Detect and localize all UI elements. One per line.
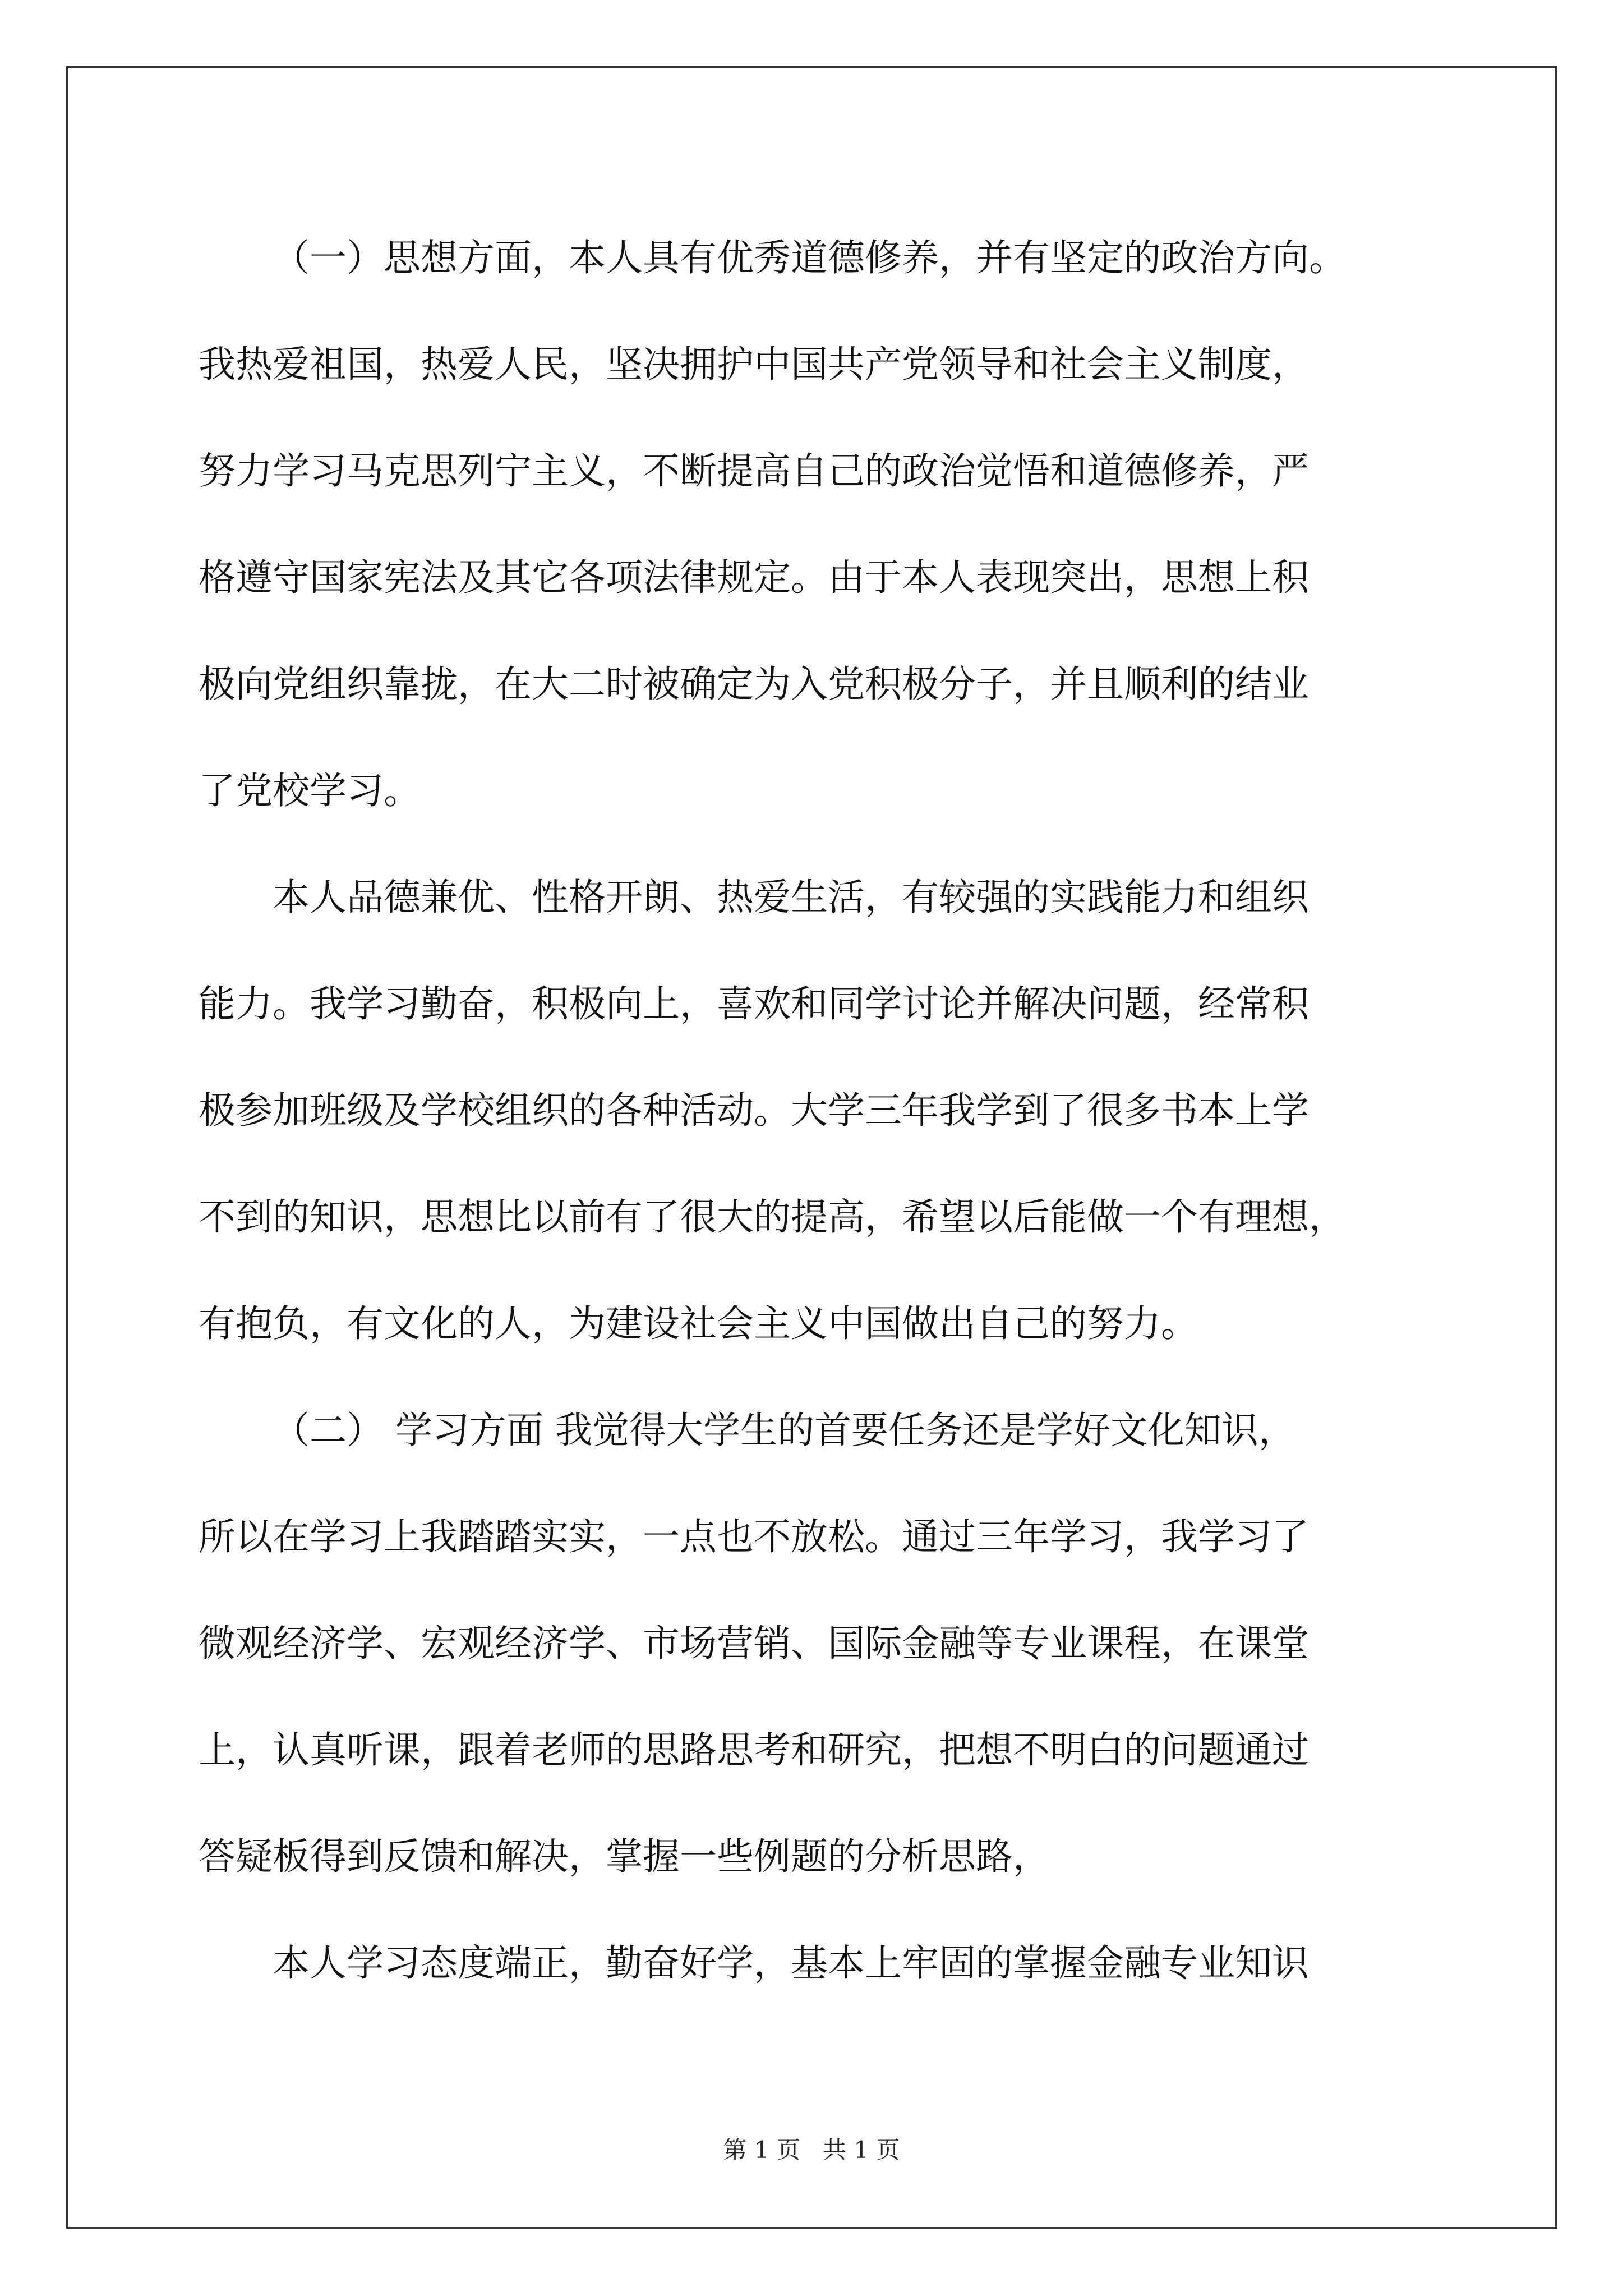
text-line: 极参加班级及学校组织的各种活动。大学三年我学到了很多书本上学: [199, 1089, 1309, 1132]
text-line: 有抱负，有文化的人，为建设社会主义中国做出自己的努力。: [199, 1302, 1198, 1345]
text-line: （一）思想方面，本人具有优秀道德修养，并有坚定的政治方向。: [273, 236, 1346, 279]
text-line: 本人学习态度端正，勤奋好学，基本上牢固的掌握金融专业知识: [273, 1941, 1309, 1985]
text-line: 不到的知识，思想比以前有了很大的提高，希望以后能做一个有理想，: [199, 1195, 1346, 1239]
text-line: 格遵守国家宪法及其它各项法律规定。由于本人表现突出，思想上积: [199, 556, 1309, 599]
text-line: 答疑板得到反馈和解决，掌握一些例题的分析思路，: [199, 1835, 1050, 1878]
text-line: 我热爱祖国，热爱人民，坚决拥护中国共产党领导和社会主义制度，: [199, 343, 1309, 386]
text-line: 能力。我学习勤奋，积极向上，喜欢和同学讨论并解决问题，经常积: [199, 982, 1309, 1025]
text-line: 本人品德兼优、性格开朗、热爱生活，有较强的实践能力和组织: [273, 876, 1309, 919]
text-line: （二） 学习方面 我觉得大学生的首要任务还是学好文化知识，: [273, 1409, 1295, 1452]
text-line: 努力学习马克思列宁主义，不断提高自己的政治觉悟和道德修养，严: [199, 449, 1309, 493]
text-line: 微观经济学、宏观经济学、市场营销、国际金融等专业课程，在课堂: [199, 1622, 1309, 1665]
text-line: 了党校学习。: [199, 769, 421, 812]
text-line: 极向党组织靠拢，在大二时被确定为入党积极分子，并且顺利的结业: [199, 662, 1309, 706]
page-footer: 第 1 页 共 1 页: [723, 2136, 900, 2164]
text-line: 所以在学习上我踏踏实实，一点也不放松。通过三年学习，我学习了: [199, 1515, 1309, 1558]
document-body: [199, 205, 1438, 2017]
text-line: 上，认真听课，跟着老师的思路思考和研究，把想不明白的问题通过: [199, 1728, 1309, 1772]
